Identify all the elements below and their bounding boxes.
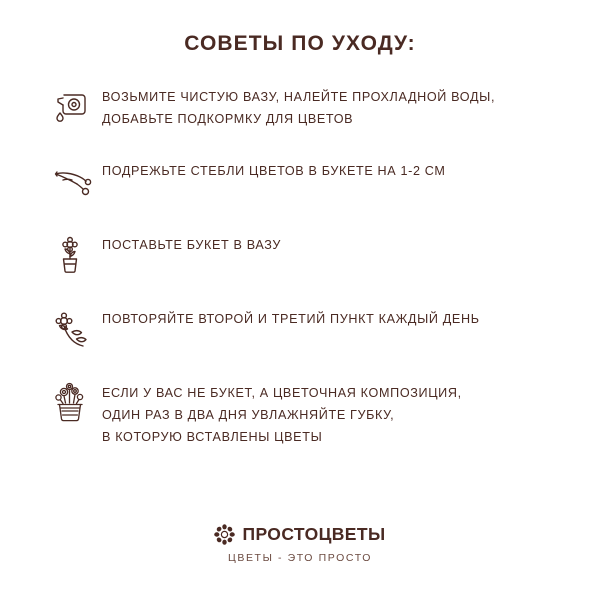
tip-text: ПОДРЕЖЬТЕ СТЕБЛИ ЦВЕТОВ В БУКЕТЕ НА 1-2 СМ [102,164,446,178]
pruning-shears-icon [40,156,102,208]
tips-list [0,66,600,448]
flower-in-vase-icon [40,230,102,282]
list-item [40,378,560,448]
tip-text: ЕСЛИ У ВАС НЕ БУКЕТ, А ЦВЕТОЧНАЯ КОМПОЗИЦИЯ, ОДИН РАЗ В ДВА ДНЯ УВЛАЖНЯЙТЕ ГУБКУ, В КОТОРУЮ ВСТАВЛЕНЫ ЦВЕТЫ [102,386,462,445]
watering-fertilizer-icon [40,82,102,134]
brand-logo [0,524,600,545]
brand-tagline: ЦВЕТЫ - ЭТО ПРОСТО [227,552,373,564]
tip-text: ВОЗЬМИТЕ ЧИСТУЮ ВАЗУ, НАЛЕЙТЕ ПРОХЛАДНОЙ ВОДЫ, ДОБАВЬТЕ ПОДКОРМКУ ДЛЯ ЦВЕТОВ [102,90,496,127]
tip-text: ПОВТОРЯЙТЕ ВТОРОЙ И ТРЕТИЙ ПУНКТ КАЖДЫЙ ДЕНЬ [102,312,480,326]
flower-basket-icon [40,378,102,430]
list-item [40,230,560,282]
flower-logo-icon [214,524,235,545]
flower-branch-icon [40,304,102,356]
tip-text: ПОСТАВЬТЕ БУКЕТ В ВАЗУ [102,238,282,252]
list-item [40,82,560,134]
page-title: СОВЕТЫ ПО УХОДУ: [184,32,416,55]
brand-name: ПРОСТОЦВЕТЫ [242,524,386,544]
list-item [40,304,560,356]
list-item [40,156,560,208]
footer [0,524,600,564]
